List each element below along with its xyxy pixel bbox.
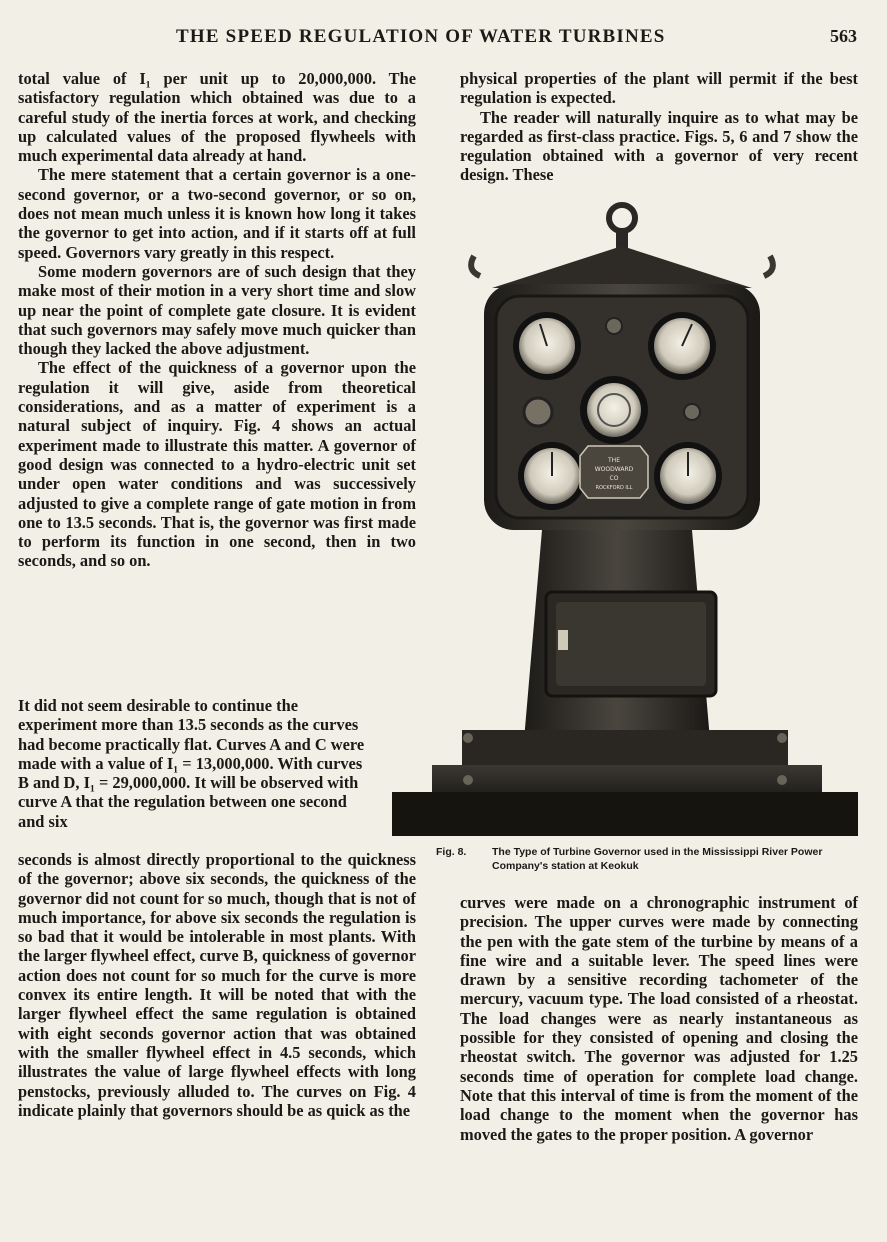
gauge-dial [518, 442, 586, 510]
paragraph: physical properties of the plant will permit if the best regulation is expected. [460, 69, 858, 108]
left-column-lower [18, 850, 416, 1120]
maker-nameplate [580, 446, 648, 498]
paragraph: The reader will naturally inquire as to what may be regarded as first-class practice. Figs. 5, 6 and 7 show the regulation obtained with a governor of very recent design. These [460, 107, 858, 185]
paragraph-continued: It did not seem desirable to continue the experiment more than 13.5 seconds as the curves had become practically flat. Curves A and C were made with a value of I₁ = 13,000,000. With curves B and D, I₁ = 29,000,000. It will be observed with curve A that the regulation between one second and six [18, 696, 365, 831]
base-plinth [462, 730, 788, 770]
left-column-narrow [18, 696, 370, 831]
paragraph: Some modern governors are of such design that they make most of their motion in a very short time and slow up near the point of complete gate closure. It is evident that such governors may safely move much quicker than though they lacked the above adjustment. [18, 261, 416, 359]
lifting-ring [609, 205, 635, 250]
governor-roof [492, 246, 752, 288]
base-plate [392, 792, 858, 836]
gauge-dial [654, 442, 722, 510]
nameplate-line: THE [608, 457, 620, 464]
nameplate-line: ROCKFORD ILL [595, 485, 633, 491]
door-handle [558, 630, 568, 650]
right-column-upper [460, 69, 858, 185]
gauge-dial [648, 312, 716, 380]
nameplate-line: CO [609, 475, 619, 482]
gauge-dial [513, 312, 581, 380]
page-header [0, 26, 887, 52]
paragraph: total value of I₁ per unit up to 20,000,000. The satisfactory regulation which obtained was due to a careful study of the inertia forces at work, and checking up calculated values of the proposed flywheels with much experimental data already at hand. [18, 69, 416, 166]
figure-label: Fig. 8. [436, 846, 467, 858]
gauge-dial [580, 376, 648, 444]
running-title: THE SPEED REGULATION OF WATER TURBINES [176, 26, 666, 47]
figure-caption-text: The Type of Turbine Governor used in the Mississippi River Power Company's station at Keokuk [492, 846, 823, 872]
right-column-lower [460, 893, 858, 1144]
page-number: 563 [830, 26, 857, 46]
governor-illustration [392, 200, 858, 840]
paragraph: The mere statement that a certain governor is a one-second governor, or a two-second governor, or so on, does not mean much unless it is known how long it takes the governor to get into action, and if it starts off at full speed. Governors vary greatly in this respect. [18, 165, 416, 262]
nameplate-line: WOODWARD [594, 466, 634, 473]
left-column-upper [18, 69, 416, 571]
governor-photo [392, 200, 858, 840]
paragraph: curves were made on a chronographic instrument of precision. The upper curves were made by connecting the pen with the gate stem of the turbine by means of a fine wire and a suitable lever. The speed lines were drawn by a sensitive recording tachometer of the mercury, vacuum type. The load consisted of a rheostat. The load changes were as nearly instantaneous as possible for they consisted of opening and closing the rheostat switch. The governor was adjusted for 1.25 seconds time of operation for complete load change. Note that this interval of time is from the moment of the load change to the moment when the governor has moved the gates to the proper position. A governor [460, 893, 858, 1144]
paragraph: The effect of the quickness of a governor upon the regulation it will give, aside from theoretical considerations, and as a matter of experiment is a natural subject of inquiry. Fig. 4 shows an actual experiment made to illustrate this matter. A governor of good design was connected to a hydro-electric unit set under open water conditions and was successively adjusted to give a complete range of gate motion in from one to 13.5 seconds. That is, the governor was first made to perform its function in one second, then in two seconds, and so on. [18, 358, 416, 571]
paragraph-continued: seconds is almost directly proportional to the quickness of the governor; above six seconds, the quickness of the governor did not count for so much, though that is not of much importance, for above six seconds the regulation is so bad that it would be intolerable in most plants. With the larger flywheel effect, curve B, quickness of governor action does not count for so much for the curve is more convex its entire length. It will be noted that with the larger flywheel effect the same regulation is obtained with eight seconds governor action that was obtained with the smaller flywheel effect in 4.5 seconds, which illustrates the value of large flywheel effects with long penstocks, previously alluded to. The curves on Fig. 4 indicate plainly that governors should be as quick as the [18, 850, 416, 1120]
